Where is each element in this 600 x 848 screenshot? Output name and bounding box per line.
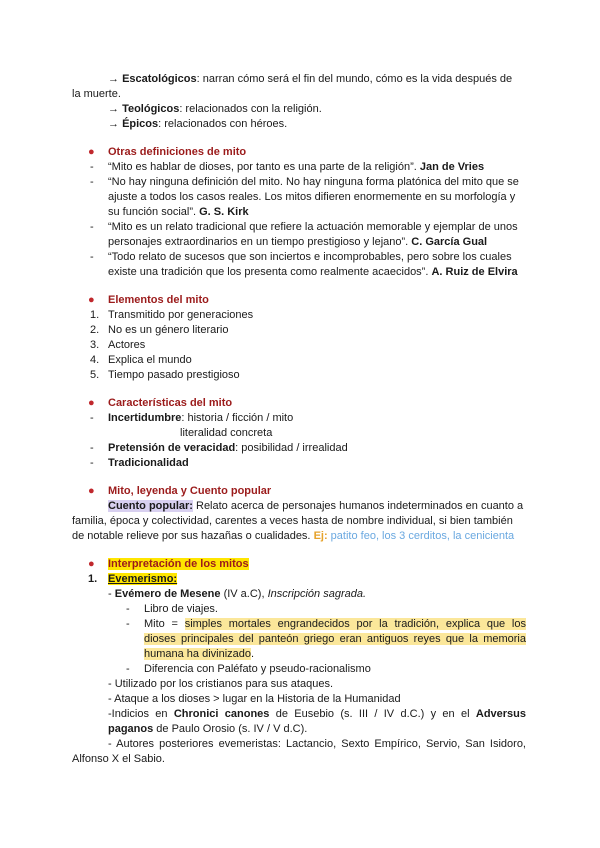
dash: - bbox=[90, 442, 94, 454]
cuento-l3: de notable relieve por sus hazañas o cualidades. Ej: patito feo, los 3 cerditos, la cenicienta bbox=[72, 530, 515, 542]
list-num: 4. bbox=[90, 354, 100, 366]
epicos-line: → Épicos: relacionados con héroes. bbox=[108, 118, 288, 130]
list-item: Actores bbox=[108, 339, 146, 351]
dash: - bbox=[126, 603, 130, 615]
autores-l2: Alfonso X el Sabio. bbox=[72, 753, 165, 765]
list-item: Transmitido por generaciones bbox=[108, 309, 254, 321]
evemero-line: - Evémero de Mesene (IV a.C), Inscripción sagrada. bbox=[108, 588, 367, 600]
definicion-1: “Mito es hablar de dioses, por tanto es una parte de la religión”. Jan de Vries bbox=[108, 161, 485, 173]
dash: - bbox=[90, 412, 94, 424]
mito-leyenda-title: Mito, leyenda y Cuento popular bbox=[108, 485, 272, 497]
escatologicos-cont: la muerte. bbox=[72, 88, 121, 100]
dash: - bbox=[90, 161, 94, 173]
cuento-l2: familia, época y colectividad, carentes a veces hasta de nombre individual, si bien también bbox=[72, 515, 513, 527]
indicios-l2: paganos de Paulo Orosio (s. IV / V d.C). bbox=[108, 723, 308, 735]
dash: - bbox=[126, 663, 130, 675]
cuento-l1: Cuento popular: Relato acerca de personajes humanos indeterminados en cuanto a bbox=[108, 500, 524, 512]
definicion-2-l1: “No hay ninguna definición del mito. No hay ninguna forma platónica del mito que se bbox=[108, 176, 519, 188]
dash: - bbox=[126, 618, 130, 630]
dash: - bbox=[90, 176, 94, 188]
definiciones-title: Otras definiciones de mito bbox=[108, 146, 247, 158]
caracteristica-1-cont: literalidad concreta bbox=[180, 427, 273, 439]
list-item: No es un género literario bbox=[108, 324, 229, 336]
caracteristica-1: Incertidumbre: historia / ficción / mito bbox=[108, 412, 294, 424]
caracteristica-3: Tradicionalidad bbox=[108, 457, 189, 469]
dash: - bbox=[90, 251, 94, 263]
dash: - bbox=[90, 457, 94, 469]
evemerismo-heading: Evemerismo: bbox=[108, 573, 178, 585]
list-item: Explica el mundo bbox=[108, 354, 192, 366]
teologicos-line: → Teológicos: relacionados con la religión. bbox=[108, 103, 322, 115]
list-num: 1. bbox=[90, 309, 100, 321]
elementos-title: Elementos del mito bbox=[108, 294, 209, 306]
list-num: 3. bbox=[90, 339, 100, 351]
mito-l3: humana ha divinizado. bbox=[144, 648, 255, 660]
definicion-4-l1: “Todo relato de sucesos que son inciertos e incomprobables, pero sobre los cuales bbox=[108, 251, 512, 263]
caracteristica-2: Pretensión de veracidad: posibilidad / irrealidad bbox=[108, 442, 348, 454]
ataque-line: - Ataque a los dioses > lugar en la Historia de la Humanidad bbox=[108, 693, 401, 705]
list-num: 5. bbox=[90, 369, 100, 381]
mito-l1: Mito = simples mortales engrandecidos por la tradición, explica que los bbox=[144, 618, 526, 630]
definicion-2-l2: ajuste a todos los casos reales. Los mitos difieren enormemente en su morfología y bbox=[108, 191, 516, 203]
interpretacion-title: Interpretación de los mitos bbox=[108, 558, 249, 570]
cristianos-line: - Utilizado por los cristianos para sus ataques. bbox=[108, 678, 333, 690]
indicios-l1: -Indicios en Chronici canones de Eusebio (s. III / IV d.C.) y en el Adversus bbox=[108, 708, 527, 720]
libro-line: Libro de viajes. bbox=[144, 603, 218, 615]
autores-l1: - Autores posteriores evemeristas: Lactancio, Sexto Empírico, Servio, San Isidoro, bbox=[108, 738, 526, 750]
interp-num: 1. bbox=[88, 573, 98, 585]
definicion-2-l3: su función social”. G. S. Kirk bbox=[108, 206, 249, 218]
dash: - bbox=[90, 221, 94, 233]
definicion-3-l2: personajes extraordinarios en un tiempo prestigioso y lejano”. C. García Gual bbox=[108, 236, 488, 248]
definicion-3-l1: “Mito es un relato tradicional que refiere la actuación memorable y ejemplar de unos bbox=[108, 221, 518, 233]
list-item: Tiempo pasado prestigioso bbox=[108, 369, 240, 381]
palefato-line: Diferencia con Paléfato y pseudo-racionalismo bbox=[144, 663, 371, 675]
escatologicos-line: → Escatológicos: narran cómo será el fin del mundo, cómo es la vida después de bbox=[108, 73, 513, 85]
mito-l2: dioses principales del panteón griego eran antiguos reyes que la memoria bbox=[144, 633, 526, 645]
caracteristicas-title: Características del mito bbox=[108, 397, 233, 409]
definicion-4-l2: existe una tradición que los presenta como realmente acaecidos”. A. Ruiz de Elvira bbox=[108, 266, 518, 278]
list-num: 2. bbox=[90, 324, 100, 336]
